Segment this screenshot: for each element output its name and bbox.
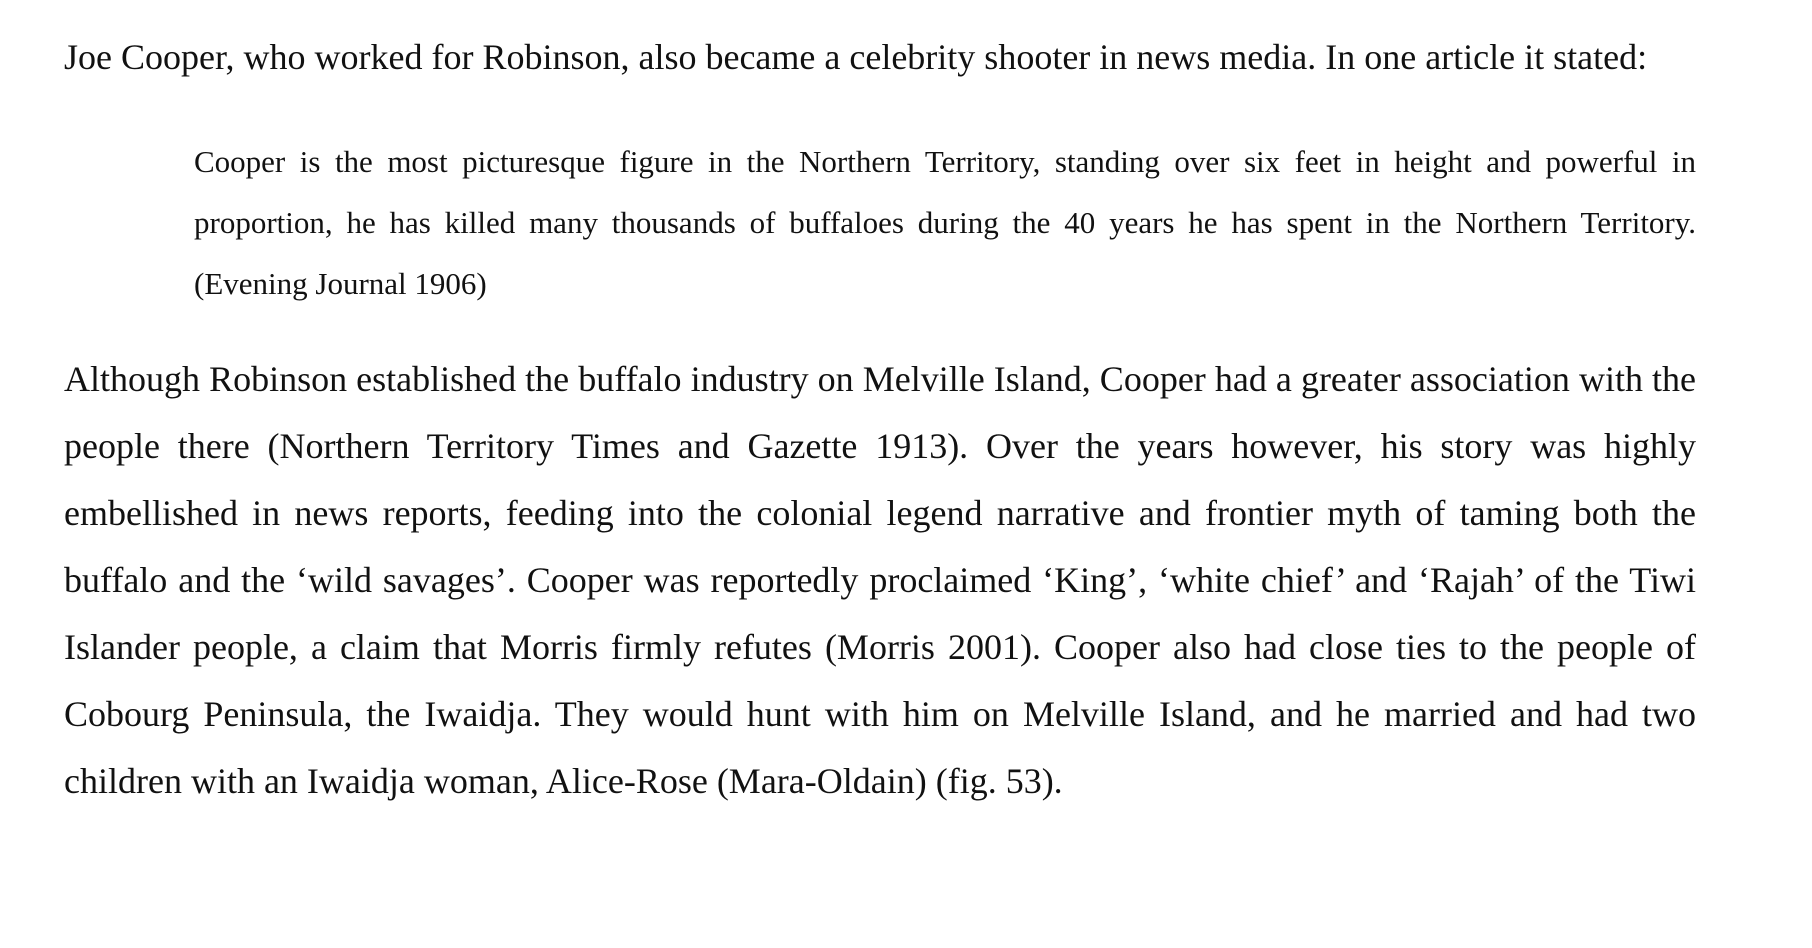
block-quote: Cooper is the most picturesque figure in the Northern Territory, standing over six feet in height and powerful in proportion, he has killed many thousands of buffaloes during the 40 years he has spent in the Northern Territory. (Evening Journal 1906) — [194, 144, 1696, 301]
intro-paragraph: Joe Cooper, who worked for Robinson, also became a celebrity shooter in news media. In one article it stated: — [64, 37, 1648, 77]
body-paragraph: Although Robinson established the buffalo industry on Melville Island, Cooper had a greater association with the people there (Northern Territory Times and Gazette 1913). Over the years however, his story was highly embellished in news reports, feeding into the colonial legend narrative and frontier myth of taming both the buffalo and the ‘wild savages’. Cooper was reportedly proclaimed ‘King’, ‘white chief’ and ‘Rajah’ of the Tiwi Islander people, a claim that Morris firmly refutes (Morris 2001). Cooper also had close ties to the people of Cobourg Peninsula, the Iwaidja. They would hunt with him on Melville Island, and he married and had two children with an Iwaidja woman, Alice-Rose (Mara-Oldain) (fig. 53). — [64, 359, 1696, 801]
document-page — [64, 24, 1696, 815]
